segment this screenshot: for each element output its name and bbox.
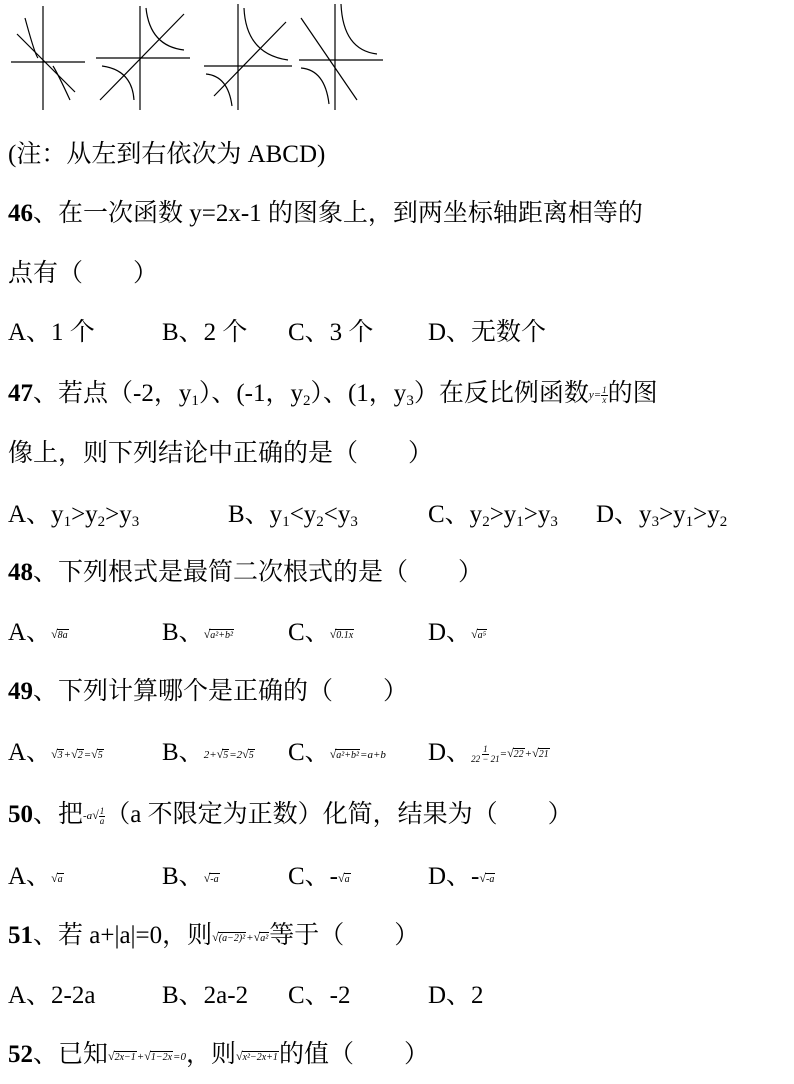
question-47-cont: 像上，则下列结论中正确的是（ ） — [8, 440, 434, 467]
graph-note: (注：从左到右依次为 ABCD) — [8, 141, 326, 168]
numerator: 1 — [602, 384, 607, 395]
option-b: B、2a-2 — [162, 982, 249, 1009]
question-46 — [8, 201, 643, 226]
question-text-part: 、若点（-2，y — [33, 380, 192, 407]
graph-d — [297, 0, 387, 112]
denominator: x — [602, 394, 607, 405]
option-b: B、2+√5=2√5 — [162, 739, 254, 766]
question-number: 49 — [8, 678, 33, 705]
question-49 — [8, 679, 408, 704]
question-number: 46 — [8, 200, 33, 227]
question-51-options — [8, 983, 788, 1011]
question-number: 52 — [8, 1041, 33, 1068]
option-d: D、-√-a — [428, 863, 495, 890]
option-c: C、-2 — [288, 982, 351, 1009]
question-text: 、下列计算哪个是正确的（ ） — [33, 678, 409, 705]
option-d: D、 $\frac{1}{22 - 21}$ =√22+√21 — [428, 739, 549, 766]
question-48 — [8, 560, 483, 585]
option-d: D、$y_3>y_1>y_2$ — [596, 501, 728, 530]
subscript: 2 — [302, 393, 311, 409]
option-d: D、√a⁵ — [428, 619, 487, 646]
formula: √x²−2x+1 — [235, 1048, 278, 1063]
question-46-options — [8, 320, 788, 348]
formula: √2x−1+√1−2x=0 — [108, 1048, 186, 1063]
graph-c — [200, 0, 295, 112]
option-a: A、√8a — [8, 619, 68, 646]
question-48-options — [8, 620, 788, 648]
question-text-part: 、把 — [33, 801, 84, 828]
function-graphs — [0, 0, 400, 115]
subscript: 3 — [406, 393, 414, 409]
graph-a — [5, 0, 90, 112]
question-47-options — [8, 502, 788, 530]
option-a: A、√3+√2=√5 — [8, 739, 103, 766]
question-text-part: 、若 a+|a|=0，则 — [33, 922, 213, 949]
question-text-part: （a 不限定为正数）化简，结果为（ ） — [105, 801, 573, 828]
question-text-part: 、已知 — [33, 1041, 109, 1068]
subscript: 1 — [191, 393, 199, 409]
formula: -a√ $\frac{1}{a}$ — [83, 805, 105, 826]
option-c: C、√0.1x — [288, 619, 354, 646]
question-text-part: ）、(1，y — [310, 380, 407, 407]
option-b: B、2 个 — [162, 319, 248, 346]
question-number: 48 — [8, 559, 33, 586]
question-text: 、在一次函数 y=2x-1 的图象上，到两坐标轴距离相等的 — [33, 200, 643, 227]
question-52 — [8, 1042, 429, 1067]
question-46-cont: 点有（ ） — [8, 260, 159, 287]
question-47 — [8, 380, 658, 409]
option-c: C、-√a — [288, 863, 350, 890]
option-b: B、√a²+b² — [162, 619, 234, 646]
question-number: 47 — [8, 380, 33, 407]
question-text-part: 的图 — [607, 380, 658, 407]
option-c: C、3 个 — [288, 319, 374, 346]
option-a: A、1 个 — [8, 319, 95, 346]
option-d: D、2 — [428, 982, 484, 1009]
question-50-options — [8, 864, 788, 892]
question-text-part: 等于（ ） — [269, 922, 420, 949]
graph-b — [92, 0, 192, 112]
formula: √(a−2)²+√a² — [212, 929, 269, 944]
question-text-part: 的值（ ） — [278, 1041, 429, 1068]
question-number: 50 — [8, 801, 33, 828]
question-number: 51 — [8, 922, 33, 949]
question-51 — [8, 923, 419, 948]
option-a: A、√a — [8, 863, 63, 890]
question-text: 、下列根式是最简二次根式的是（ ） — [33, 559, 484, 586]
question-49-options — [8, 740, 788, 770]
option-c: C、$y_2>y_1>y_3$ — [428, 501, 558, 530]
option-d: D、无数个 — [428, 319, 547, 346]
option-a: A、$y_1>y_2>y_3$ — [8, 501, 140, 530]
formula-inverse — [588, 384, 608, 405]
question-50 — [8, 802, 573, 827]
option-a: A、2-2a — [8, 982, 96, 1009]
question-text-part: ，则 — [185, 1041, 236, 1068]
option-b: B、$y_1<y_2<y_3$ — [228, 501, 358, 530]
formula-left: y= — [588, 388, 602, 401]
option-c: C、√a²+b²=a+b — [288, 739, 386, 766]
question-text-part: ）在反比例函数 — [413, 380, 589, 407]
question-text-part: ）、(-1，y — [198, 380, 303, 407]
option-b: B、√-a — [162, 863, 219, 890]
